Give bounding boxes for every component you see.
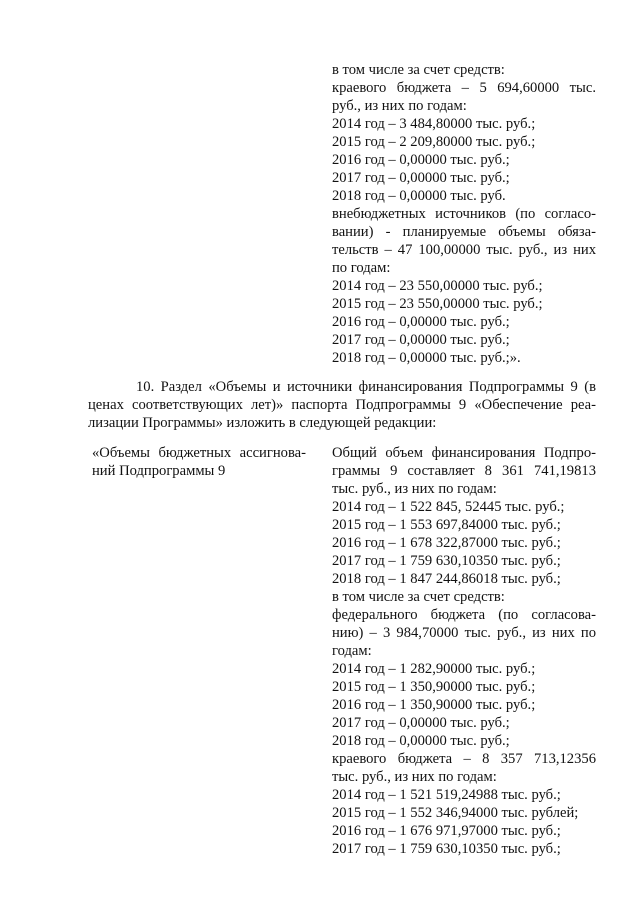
value-line: краевого бюджета – 8 357 713,12356 (332, 751, 596, 767)
value-line: нию) – 3 984,70000 тыс. руб., из них по (332, 625, 596, 641)
value-line: 2017 год – 0,00000 тыс. руб.; (332, 715, 510, 731)
value-line: 2016 год – 1 678 322,87000 тыс. руб.; (332, 535, 561, 551)
text-line: внебюджетных источников (по согласо- (332, 206, 596, 222)
text-line: 2017 год – 0,00000 тыс. руб.; (332, 170, 510, 186)
text-line: 2017 год – 0,00000 тыс. руб.; (332, 332, 510, 348)
value-line: 2014 год – 1 282,90000 тыс. руб.; (332, 661, 536, 677)
value-line: 2014 год – 1 521 519,24988 тыс. руб.; (332, 787, 561, 803)
value-line: 2015 год – 1 350,90000 тыс. руб.; (332, 679, 536, 695)
text-line: по годам: (332, 260, 391, 276)
paragraph-line: лизации Программы» изложить в следующей редакции: (88, 415, 437, 431)
text-line: тельств – 47 100,00000 тыс. руб., из них (332, 242, 596, 258)
value-line: 2017 год – 1 759 630,10350 тыс. руб.; (332, 841, 561, 857)
value-line: в том числе за счет средств: (332, 589, 505, 605)
value-line: 2015 год – 1 553 697,84000 тыс. руб.; (332, 517, 561, 533)
amendment-paragraph (88, 378, 596, 432)
table-value-cell (332, 444, 596, 858)
text-line: 2015 год – 23 550,00000 тыс. руб.; (332, 296, 543, 312)
label-line: «Объемы бюджетных ассигнова- (92, 445, 306, 461)
text-line: 2018 год – 0,00000 тыс. руб.;». (332, 350, 521, 366)
label-line: ний Подпрограммы 9 (92, 463, 226, 479)
value-line: годам: (332, 643, 372, 659)
text-line: 2014 год – 3 484,80000 тыс. руб.; (332, 116, 536, 132)
text-line: 2014 год – 23 550,00000 тыс. руб.; (332, 278, 543, 294)
value-line: 2017 год – 1 759 630,10350 тыс. руб.; (332, 553, 561, 569)
funding-continuation-block (332, 61, 596, 367)
value-line: 2016 год – 1 350,90000 тыс. руб.; (332, 697, 536, 713)
table-label-cell (92, 444, 306, 480)
text-line: 2016 год – 0,00000 тыс. руб.; (332, 152, 510, 168)
value-line: федерального бюджета (по согласова- (332, 607, 596, 623)
value-line: 2015 год – 1 552 346,94000 тыс. рублей; (332, 805, 579, 821)
value-line: 2018 год – 0,00000 тыс. руб.; (332, 733, 510, 749)
value-line: 2014 год – 1 522 845, 52445 тыс. руб.; (332, 499, 565, 515)
text-line: вании) - планируемые объемы обяза- (332, 224, 596, 240)
value-line: Общий объем финансирования Подпро- (332, 445, 596, 461)
text-line: 2015 год – 2 209,80000 тыс. руб.; (332, 134, 536, 150)
text-line: краевого бюджета – 5 694,60000 тыс. (332, 80, 596, 96)
paragraph-line: ценах соответствующих лет)» паспорта Подпрограммы 9 «Обеспечение реа- (88, 397, 596, 413)
value-line: тыс. руб., из них по годам: (332, 769, 497, 785)
value-line: 2016 год – 1 676 971,97000 тыс. руб.; (332, 823, 561, 839)
text-line: в том числе за счет средств: (332, 62, 505, 78)
value-line: 2018 год – 1 847 244,86018 тыс. руб.; (332, 571, 561, 587)
text-line: 2016 год – 0,00000 тыс. руб.; (332, 314, 510, 330)
paragraph-line: 10. Раздел «Объемы и источники финансирования Подпрограммы 9 (в (136, 379, 596, 395)
value-line: граммы 9 составляет 8 361 741,19813 (332, 463, 596, 479)
text-line: 2018 год – 0,00000 тыс. руб. (332, 188, 506, 204)
value-line: тыс. руб., из них по годам: (332, 481, 497, 497)
text-line: руб., из них по годам: (332, 98, 467, 114)
